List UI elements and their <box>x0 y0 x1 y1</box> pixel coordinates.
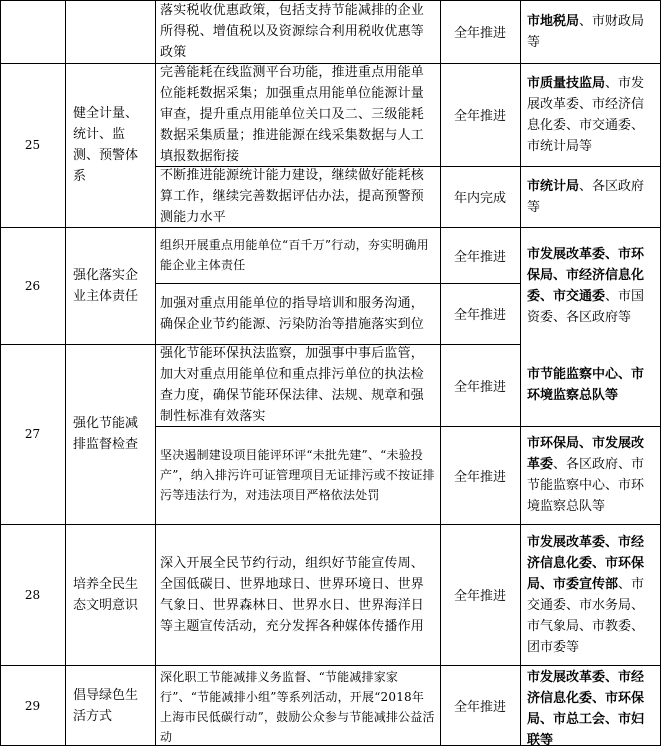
timing-text: 全年推进 <box>453 109 506 124</box>
resp-bold: 市环保局、市发展改革委 <box>527 436 645 472</box>
resp-bold: 市节能监察中心、市环境监察总队等 <box>527 367 645 403</box>
resp-normal: 、市交通委、市水务局、市气象局、市教委、团市委等 <box>527 576 645 655</box>
task-cell <box>65 63 155 227</box>
row-number-text: 28 <box>24 587 41 602</box>
timing-cell <box>440 166 520 227</box>
measure-text: 不断推进能源统计能力建设，继续做好能耗核算工作，继续完善数据评估办法，提高预警预测能力水平 <box>160 168 425 225</box>
measure-cell <box>155 426 440 524</box>
grid-line <box>440 0 441 746</box>
row-number <box>0 63 65 227</box>
timing-text: 全年推进 <box>453 249 506 265</box>
grid-line <box>65 0 66 746</box>
timing-text: 全年推进 <box>453 379 506 395</box>
grid-line <box>0 0 1 746</box>
responsible-cell <box>520 665 661 746</box>
resp-bold: 市质量技监局 <box>527 75 606 91</box>
responsible-cell <box>520 227 661 344</box>
timing-cell <box>440 63 520 166</box>
measure-cell <box>155 63 440 166</box>
timing-text: 全年推进 <box>453 469 506 485</box>
timing-text: 全年推进 <box>453 26 506 41</box>
measure-text: 组织开展重点用能单位“百千万”行动，夯实明确用能企业主体责任 <box>160 238 429 272</box>
row-number <box>0 665 65 746</box>
measure-cell <box>155 665 440 746</box>
responsible-cell <box>520 426 661 524</box>
resp-bold: 市统计局 <box>527 178 580 194</box>
task-text: 健全计量、统计、监测、预警体系 <box>73 106 139 184</box>
row-number <box>0 524 65 665</box>
timing-cell <box>440 0 520 63</box>
row-number <box>0 344 65 524</box>
grid-line <box>155 426 661 427</box>
grid-line <box>0 344 520 345</box>
grid-line <box>0 227 661 228</box>
timing-cell <box>440 344 520 426</box>
timing-cell <box>440 524 520 665</box>
grid-line <box>155 166 661 167</box>
timing-cell <box>440 426 520 524</box>
task-text: 强化节能减排监督检查 <box>73 416 139 452</box>
resp-normal: 、各区政府等 <box>527 178 645 215</box>
measure-cell <box>155 524 440 665</box>
task-text: 倡导绿色生活方式 <box>73 687 139 724</box>
responsible-cell <box>520 166 661 227</box>
row-number-text: 26 <box>24 278 41 293</box>
responsible-cell <box>520 0 661 63</box>
grid-line <box>0 0 661 1</box>
measure-cell <box>155 166 440 227</box>
measure-text: 深入开展全民节约行动，组织好节能宣传周、全国低碳日、世界地球日、世界环境日、世界气象日、世界森林日、世界水日、世界海洋日等主题宣传活动，充分发挥各种媒体传播作用 <box>160 555 425 634</box>
responsible-cell <box>520 524 661 665</box>
measure-cell <box>155 283 440 344</box>
resp-normal: 、各区政府、市节能监察中心、市环境监察总队等 <box>527 457 645 514</box>
timing-text: 年内完成 <box>453 191 506 206</box>
row-number-text: 25 <box>24 138 41 152</box>
resp-normal: 、市发展改革委、市经济信息化委、市交通委、市统计局等 <box>527 75 645 154</box>
measure-cell <box>155 227 440 283</box>
grid-line <box>155 283 520 284</box>
measure-text: 深化职工节能减排义务监督、“节能减排家家行”、“节能减排小组”等系列活动，开展“2018年上海市民低碳行动”，鼓励公众参与节能减排公益活动 <box>160 670 435 744</box>
grid-line <box>155 0 156 746</box>
timing-text: 全年推进 <box>453 308 506 323</box>
measure-text: 落实税收优惠政策，包括支持节能减排的企业所得税、增值税以及资源综合利用税收优惠等政策 <box>160 3 425 60</box>
task-cell <box>65 344 155 524</box>
resp-bold: 市发展改革委、市经济信息化委、市环保局、市总工会、市妇联等 <box>527 670 645 746</box>
resp-bold: 市发展改革委、市环保局、市经济信息化委、市交通委 <box>527 246 645 304</box>
resp-normal: 、市财政局等 <box>527 13 645 50</box>
measure-cell <box>155 0 440 63</box>
resp-bold: 市地税局 <box>527 13 580 29</box>
measure-cell <box>155 344 440 426</box>
measure-text: 强化节能环保执法监察，加强事中事后监管，加大对重点用能单位和重点排污单位的执法检查力度，确保节能环保法律、法规、规章和强制性标准有效落实 <box>160 346 425 424</box>
task-text: 强化落实企业主体责任 <box>73 267 139 304</box>
timing-text: 全年推进 <box>453 700 506 715</box>
resp-normal: 、市国资委、各区政府等 <box>527 288 645 325</box>
row-number <box>0 227 65 344</box>
grid-line <box>520 0 521 746</box>
task-text: 培养全民生态文明意识 <box>73 576 139 613</box>
grid-line <box>0 665 661 666</box>
measure-text: 加强对重点用能单位的指导培训和服务沟通，确保企业节约能源、污染防治等措施落实到位 <box>160 295 425 332</box>
task-cell <box>65 524 155 665</box>
responsible-cell <box>520 63 661 166</box>
row-number-text: 29 <box>24 698 41 713</box>
row-number-text: 27 <box>24 427 41 441</box>
grid-line <box>0 524 661 525</box>
task-cell <box>65 227 155 344</box>
measure-text: 坚决遏制建设项目能评环评“未批先建”、“未验投产”，纳入排污许可证管理项目无证排污或不按证排污等违法行为，对违法项目严格依法处罚 <box>160 448 435 502</box>
resp-bold: 市发展改革委、市经济信息化委、市环保局、市委宣传部 <box>527 534 645 592</box>
timing-cell <box>440 665 520 746</box>
timing-text: 全年推进 <box>453 589 506 604</box>
task-cell <box>65 665 155 746</box>
responsible-cell <box>520 344 661 426</box>
grid-line <box>0 63 661 64</box>
timing-cell <box>440 227 520 283</box>
timing-cell <box>440 283 520 344</box>
measure-text: 完善能耗在线监测平台功能，推进重点用能单位能耗数据采集；加强重点用能单位能源计量审查，提升重点用能单位关口及二、三级能耗数据采集质量；推进能源在线采集数据与人工填报数据衔接 <box>160 65 425 164</box>
